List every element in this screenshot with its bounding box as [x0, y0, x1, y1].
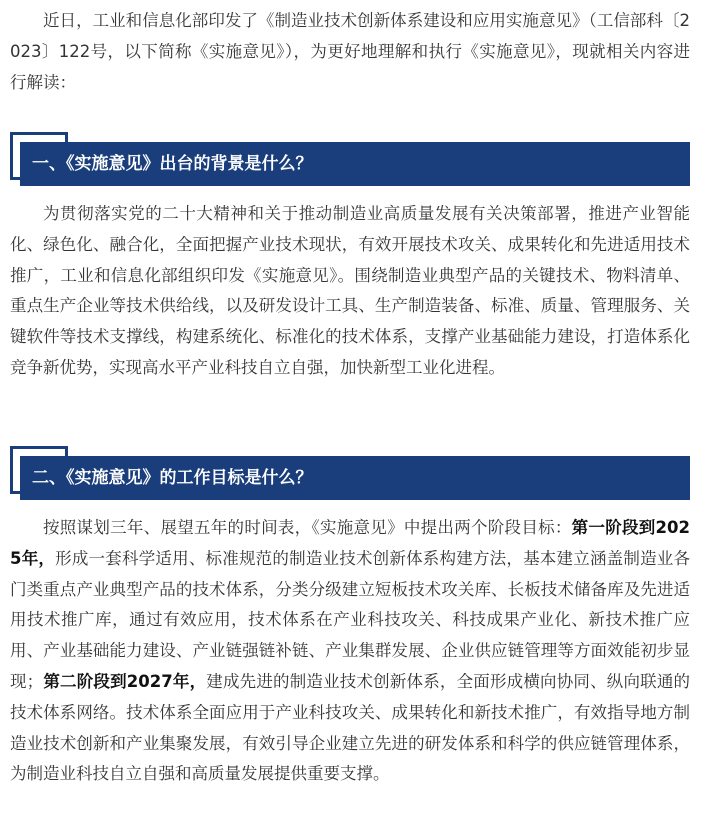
section-2-body: [10, 513, 690, 790]
section-2-phase2-highlight: 第二阶段到2027年，: [43, 671, 207, 691]
section-2-body-part3: 建成先进的制造业技术创新体系，全面形成横向协同、纵向联通的技术体系网络。技术体系全面应用于产业科技攻关、成果转化和新技术推广，有效指导地方制造业技术创新和产业集聚发展，有效引导企业建立先进的研发体系和科学的供应链管理体系，为制造业科技自立自强和高质量发展提供重要支撑。: [10, 671, 691, 784]
intro-paragraph: 近日，工业和信息化部印发了《制造业技术创新体系建设和应用实施意见》（工信部科〔2023〕122号，以下简称《实施意见》），为更好地理解和执行《实施意见》，现就相关内容进行解读：: [10, 11, 690, 92]
section-2-body-part2: 形成一套科学适用、标准规范的制造业技术创新体系构建方法，基本建立涵盖制造业各门类重点产业典型产品的技术体系，分类分级建立短板技术攻关库、长板技术储备库及先进适用技术推广库，通过有效应用，技术体系在产业科技攻关、科技成果产业化、新技术推广应用、产业基础能力建设、产业链强链补链、产业集群发展、企业供应链管理等方面效能初步显现；: [10, 548, 691, 691]
section-2-body-part1: 按照谋划三年、展望五年的时间表，《实施意见》中提出两个阶段目标：: [43, 518, 572, 537]
section-2-title: 二、《实施意见》的工作目标是什么？: [32, 468, 313, 488]
section-2-header: [10, 446, 690, 506]
section-1-body: 为贯彻落实党的二十大精神和关于推动制造业高质量发展有关决策部署，推进产业智能化、绿色化、融合化，全面把握产业技术现状，有效开展技术攻关、成果转化和先进适用技术推广，工业和信息化部组织印发《实施意见》。围绕制造业典型产品的关键技术、物料清单、重点生产企业等技术供给线，以及研发设计工具、生产制造装备、标准、质量、管理服务、关键软件等技术支撑线，构建系统化、标准化的技术体系，支撑产业基础能力建设，打造体系化竞争新优势，实现高水平产业科技自立自强，加快新型工业化进程。: [10, 204, 690, 377]
section-1-header: [10, 132, 690, 192]
section-2-phase1-highlight: 第一阶段到2025年，: [10, 518, 690, 568]
section-1-title: 一、《实施意见》出台的背景是什么？: [32, 154, 313, 174]
